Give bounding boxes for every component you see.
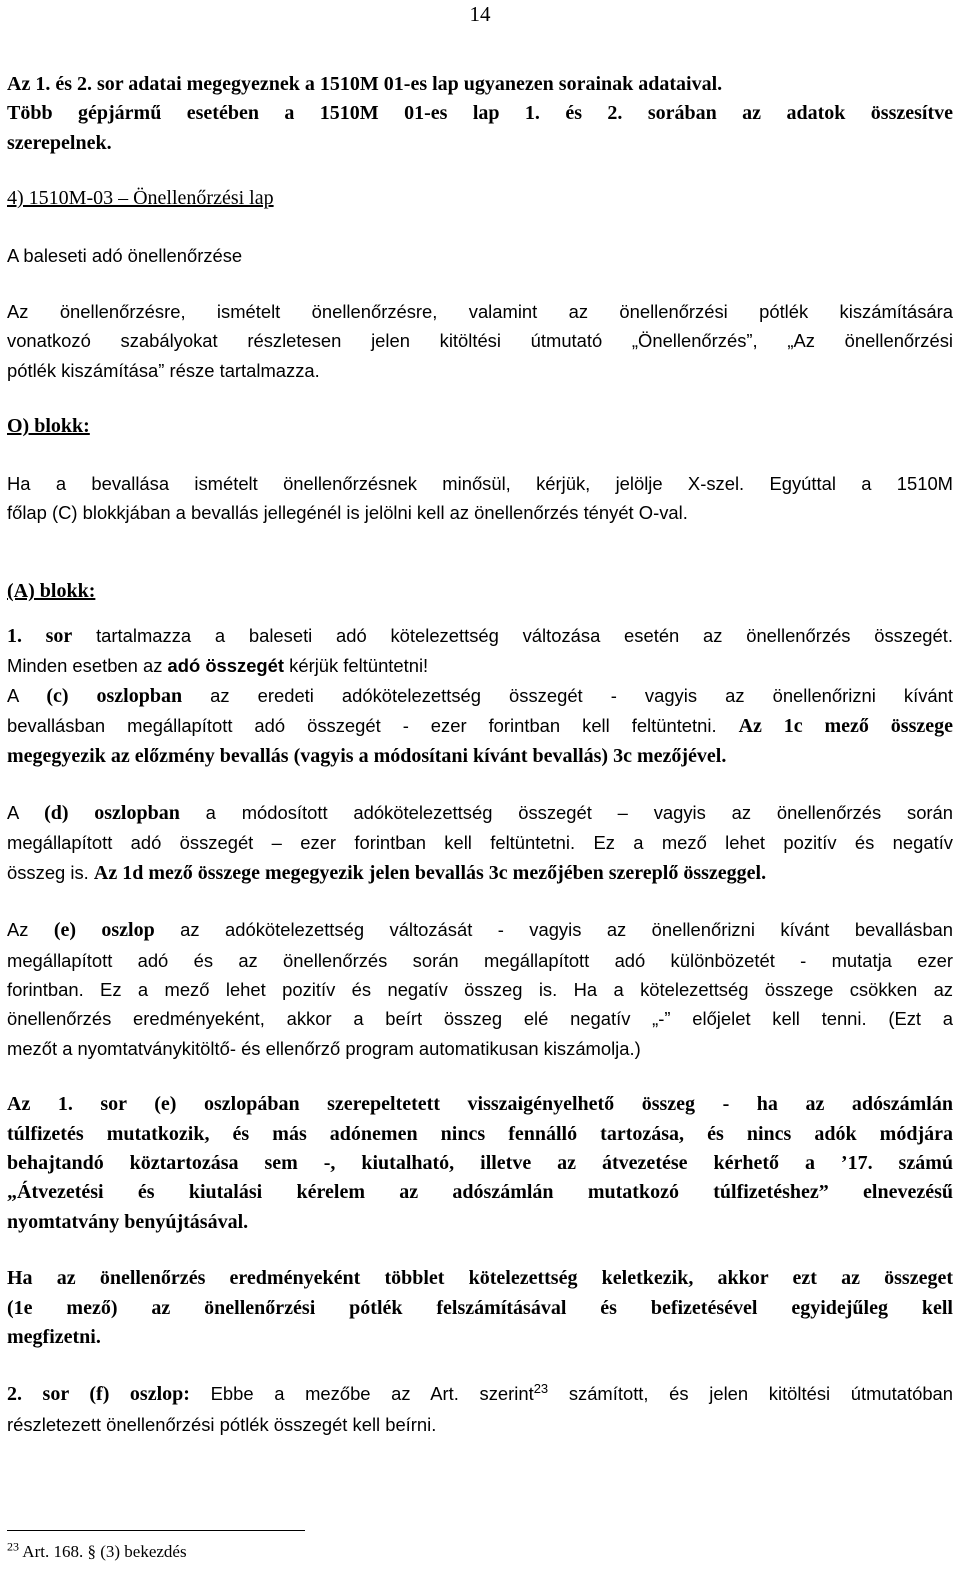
intro-line-2: Több gépjármű esetében a 1510M 01-es lap 1. és 2. sorában az adatok összesítve [7, 102, 953, 125]
intro-line-3: szerepelnek. [7, 131, 112, 154]
col-d-f: Az 1d mező összege megegyezik jelen bevallás 3c mezőjében szereplő összeggel. [93, 861, 767, 884]
section-subtitle: A baleseti adó önellenőrzése [7, 244, 243, 266]
block-a-heading-text: (A) blokk: [7, 580, 96, 603]
footnote-number: 23 [7, 1539, 19, 1554]
col-e-a: Az [7, 919, 54, 941]
row2-label: 2. sor (f) oszlop: [7, 1383, 190, 1406]
refund-line-1: Az 1. sor (e) oszlopában szerepeltetett visszaigényelhető összeg - ha az adószámlán [7, 1093, 953, 1116]
col-e-c: az adókötelezettség változását - vagyis az önellenőrizni kívánt bevallásban [154, 919, 953, 941]
col-e-line-2: megállapított adó és az önellenőrzés során megállapított adó különbözetét - mutatja ezer [7, 949, 953, 971]
row1-line-2-c: kérjük feltüntetni! [284, 655, 429, 677]
col-c-e: Az 1c mező összege [738, 715, 954, 738]
col-e-line-4: önellenőrzés eredményeként, akkor a beírt összeg elé negatív „-” előjelet kell tenni. (Ezt a [7, 1008, 953, 1030]
refund-paragraph [7, 1090, 953, 1237]
block-o-line-1: Ha a bevallása ismételt önellenőrzésnek minősül, kérjük, jelölje X-szel. Egyúttal a 1510M [7, 472, 953, 494]
surplus-paragraph [7, 1264, 953, 1352]
block-o-paragraph [7, 469, 953, 528]
intro-line-2-wrap [7, 99, 953, 128]
row2-text-a: Ebbe a mezőbe az Art. szerint [189, 1383, 534, 1405]
surplus-line-3: megfizetni. [7, 1326, 101, 1348]
footnote-reference[interactable]: 23 [533, 1381, 549, 1397]
col-e-paragraph [7, 915, 953, 1063]
footnote-text: Art. 168. § (3) bekezdés [19, 1542, 187, 1561]
col-e-line-1 [7, 915, 953, 945]
page-number: 14 [469, 2, 491, 26]
col-c-line-1 [7, 681, 953, 711]
block-a-heading [7, 577, 953, 606]
page-body [7, 70, 953, 1439]
row1-paragraph [7, 621, 953, 681]
col-c-paragraph [7, 681, 953, 771]
block-o-line-2: főlap (C) blokkjában a bevallás jellegénél is jelölni kell az önellenőrzés tényét O-val. [7, 502, 688, 524]
footnote [7, 1540, 187, 1564]
col-d-line-1 [7, 798, 953, 828]
rules-line-1: Az önellenőrzésre, ismételt önellenőrzésre, valamint az önellenőrzési pótlék kiszámítására [7, 301, 953, 323]
col-d-e: összeg is. [7, 861, 94, 883]
rules-line-2: vonatkozó szabályokat részletesen jelen kitöltési útmutató „Önellenőrzés”, „Az önellenőrzési [7, 330, 953, 352]
block-o-heading-text: O) blokk: [7, 415, 90, 438]
row1-line-2-b: adó összegét [167, 655, 285, 677]
section-title [7, 184, 953, 213]
col-e-line-5: mezőt a nyomtatványkitöltő- és ellenőrző program automatikusan kiszámolja.) [7, 1037, 641, 1059]
col-c-line-2 [7, 711, 953, 741]
refund-line-5: nyomtatvány benyújtásával. [7, 1210, 249, 1233]
rules-paragraph [7, 297, 953, 385]
col-d-b: (d) oszlopban [44, 801, 180, 824]
row2-line-2: részletezett önellenőrzési pótlék összegét kell beírni. [7, 1413, 437, 1435]
surplus-line-1: Ha az önellenőrzés eredményeként többlet kötelezettség keletkezik, akkor ezt az összeget [7, 1267, 953, 1290]
row2-line-1 [7, 1379, 953, 1409]
col-d-line-3 [7, 858, 953, 888]
col-d-c: a módosított adókötelezettség összegét – vagyis az önellenőrzés során [179, 801, 953, 823]
col-d-line-2: megállapított adó összegét – ezer forintban kell feltüntetni. Ez a mező lehet pozitív és negatív [7, 832, 953, 854]
refund-line-3: behajtandó köztartozása sem -, kiutalható, illetve az átvezetése kérhető a ’17. számú [7, 1151, 953, 1174]
col-d-paragraph [7, 798, 953, 888]
row2-paragraph [7, 1379, 953, 1439]
col-c-a: A [7, 684, 47, 706]
row1-line-2 [7, 651, 953, 680]
rules-line-3: pótlék kiszámítása” része tartalmazza. [7, 359, 320, 381]
col-e-line-3: forintban. Ez a mező lehet pozitív és negatív összeg is. Ha a kötelezettség összege csökken az [7, 978, 953, 1000]
col-e-b: (e) oszlop [53, 919, 155, 942]
footnote-divider [7, 1530, 305, 1531]
col-c-d: bevallásban megállapított adó összegét - ezer forintban kell feltüntetni. [7, 715, 739, 737]
row2-text-b: számított, és jelen kitöltési útmutatóban [548, 1383, 954, 1405]
col-c-b: (c) oszlopban [46, 684, 183, 707]
surplus-line-2: (1e mező) az önellenőrzési pótlék felszámításával és befizetésével egyidejűleg kell [7, 1296, 953, 1319]
row1-line-1 [7, 621, 953, 651]
row1-label: 1. sor [7, 624, 73, 647]
refund-line-4: „Átvezetési és kiutalási kérelem az adószámlán mutatkozó túlfizetéshez” elnevezésű [7, 1181, 953, 1204]
block-o-heading [7, 412, 953, 441]
intro-paragraph [7, 70, 953, 158]
refund-line-2: túlfizetés mutatkozik, és más adónemen nincs fennálló tartozása, és nincs adók módjára [7, 1122, 953, 1145]
col-d-a: A [7, 801, 45, 823]
col-c-f: megegyezik az előzmény bevallás (vagyis a módosítani kívánt bevallás) 3c mezőjével. [7, 744, 727, 767]
row1-text: tartalmazza a baleseti adó kötelezettség változása esetén az önellenőrzés összegét. [72, 624, 953, 646]
section-title-text: 4) 1510M-03 – Önellenőrzési lap [7, 187, 274, 210]
row1-line-2-a: Minden esetben az [7, 655, 168, 677]
col-c-c: az eredeti adókötelezettség összegét - vagyis az önellenőrizni kívánt [182, 684, 953, 706]
intro-line-1: Az 1. és 2. sor adatai megegyeznek a 1510M 01-es lap ugyanezen sorainak adataival. [7, 73, 723, 95]
